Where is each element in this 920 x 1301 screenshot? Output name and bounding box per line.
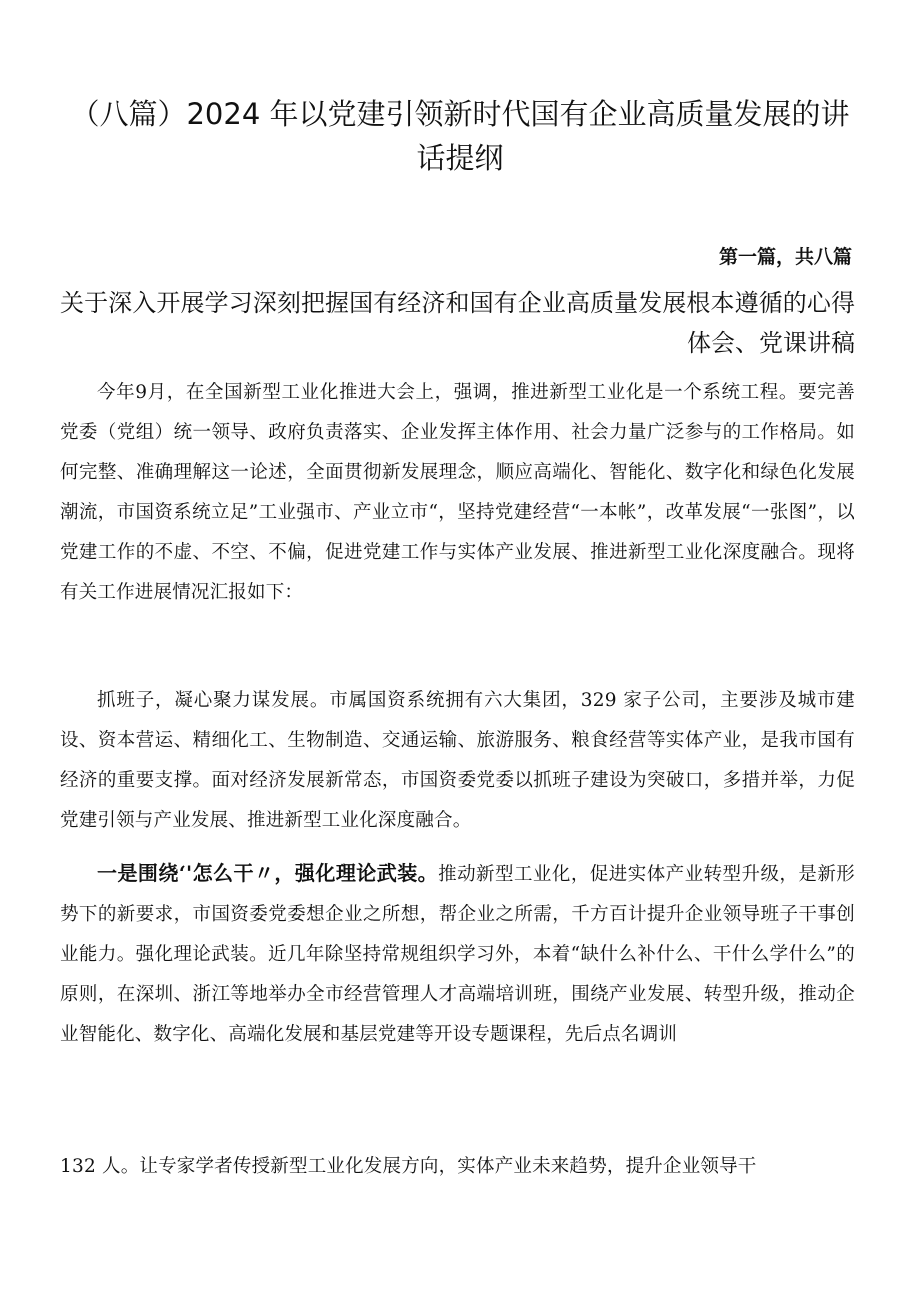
paragraph-lead-heading: 一是围绕‘'怎么干〃，强化理论武装。 bbox=[97, 861, 439, 885]
part-label: 第一篇，共八篇 bbox=[718, 246, 852, 268]
document-title: （八篇）2024 年以党建引领新时代国有企业高质量发展的讲话提纲 bbox=[70, 97, 850, 175]
article-subtitle: 关于深入开展学习深刻把握国有经济和国有企业高质量发展根本遵循的心得体会、党课讲稿 bbox=[60, 289, 855, 357]
paragraph-theory bbox=[60, 853, 855, 1055]
paragraph-intro: 今年9月，在全国新型工业化推进大会上，强调，推进新型工业化是一个系统工程。要完善党委（党组）统一领导、政府负责落实、企业发挥主体作用、社会力量广泛参与的工作格局。如何完整、准确理解这一论述，全面贯彻新发展理念，顺应高端化、智能化、数字化和绿色化发展潮流，市国资系统立足”工业强市、产业立市“，坚持党建经营“一本帐”，改革发展“一张图”，以党建工作的不虚、不空、不偏，促进党建工作与实体产业发展、推进新型工业化深度融合。现将有关工作进展情况汇报如下： bbox=[60, 382, 855, 603]
paragraph-theory-body: 推动新型工业化，促进实体产业转型升级，是新形势下的新要求，市国资委党委想企业之所想，帮企业之所需，千方百计提升企业领导班子干事创业能力。强化理论武装。近几年除坚持常规组织学习外，本着“缺什么补什么、干什么学什么”的原则，在深圳、浙江等地举办全市经营管理人才高端培训班，围绕产业发展、转型升级，推动企业智能化、数字化、高端化发展和基层党建等开设专题课程，先后点名调训 bbox=[60, 864, 856, 1045]
paragraph-leadership: 抓班子，凝心聚力谋发展。市属国资系统拥有六大集团，329 家子公司，主要涉及城市建设、资本营运、精细化工、生物制造、交通运输、旅游服务、粮食经营等实体产业，是我市国有经济的重要支撑。面对经济发展新常态，市国资委党委以抓班子建设为突破口，多措并举，力促党建引领与产业发展、推进新型工业化深度融合。 bbox=[60, 690, 855, 831]
paragraph-continuation: 132 人。让专家学者传授新型工业化发展方向，实体产业未来趋势，提升企业领导干 bbox=[60, 1156, 757, 1177]
